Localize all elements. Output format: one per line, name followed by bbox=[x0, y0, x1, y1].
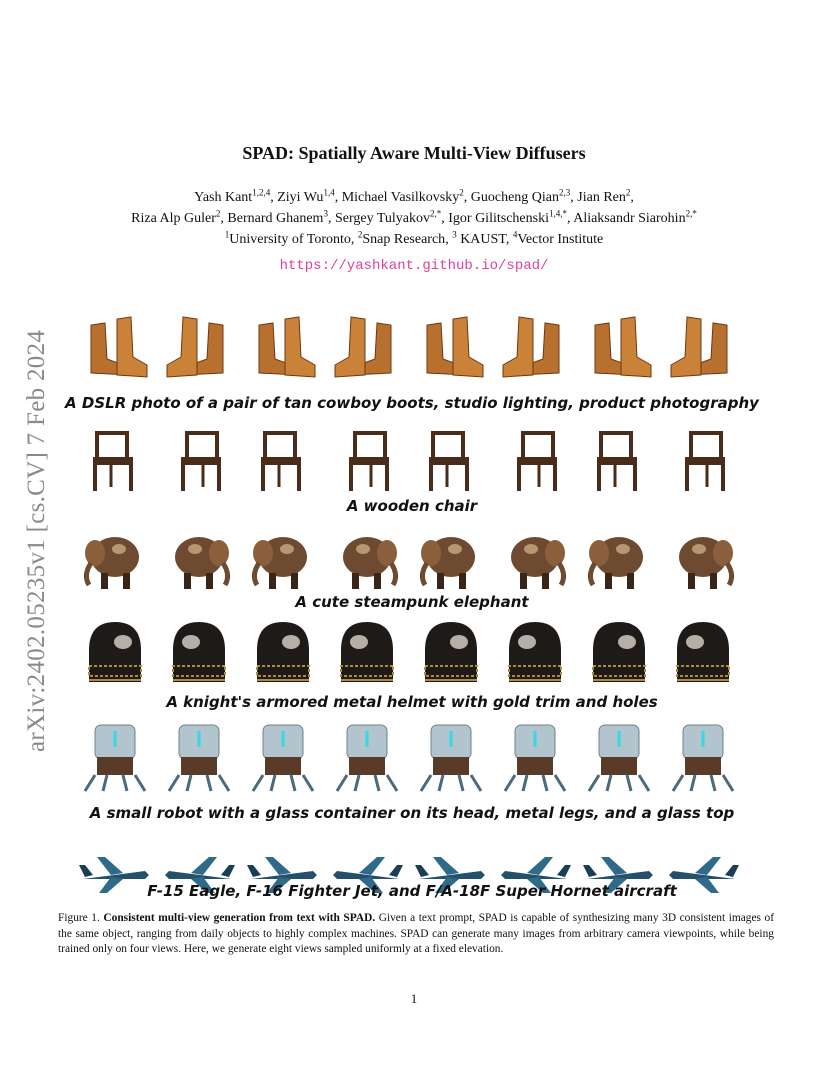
cowboy-boots-render bbox=[78, 312, 152, 394]
author-name: Guocheng Qian bbox=[470, 190, 560, 205]
wooden-chair-view-4 bbox=[330, 420, 404, 502]
steampunk-elephant-render bbox=[498, 520, 572, 602]
affiliation-name: KAUST bbox=[456, 232, 506, 247]
author-name: Igor Gilitschenski bbox=[448, 211, 549, 226]
steampunk-elephant-view-7 bbox=[582, 520, 656, 602]
steampunk-elephant-render bbox=[162, 520, 236, 602]
view-strip bbox=[78, 420, 750, 502]
author-name: Jian Ren bbox=[577, 190, 626, 205]
wooden-chair-view-1 bbox=[78, 420, 152, 502]
affiliations-line: $^1$University of Toronto, $^2$Snap Research, $^3$ KAUST, $^4$Vector Institute bbox=[224, 229, 604, 247]
row-prompt: A cute steampunk elephant bbox=[295, 593, 529, 611]
fighter-jet-view-1 bbox=[78, 834, 152, 916]
wooden-chair-render bbox=[330, 420, 404, 502]
fighter-jet-render bbox=[246, 834, 320, 916]
wooden-chair-render bbox=[414, 420, 488, 502]
cowboy-boots-view-1 bbox=[78, 312, 152, 394]
wooden-chair-render bbox=[78, 420, 152, 502]
knight-helmet-render bbox=[162, 617, 236, 699]
fighter-jet-view-8 bbox=[666, 834, 740, 916]
fighter-jet-render bbox=[582, 834, 656, 916]
author-affiliation-mark: 1,2,4 bbox=[252, 187, 271, 198]
affiliation-mark: 4 bbox=[512, 229, 518, 240]
glass-robot-view-4 bbox=[330, 720, 404, 802]
cowboy-boots-view-8 bbox=[666, 312, 740, 394]
knight-helmet-render bbox=[498, 617, 572, 699]
figure-row-knight-helmet bbox=[78, 617, 750, 699]
affiliation-mark: 1 bbox=[224, 229, 230, 240]
steampunk-elephant-render bbox=[582, 520, 656, 602]
knight-helmet-render bbox=[78, 617, 152, 699]
fighter-jet-view-6 bbox=[498, 834, 572, 916]
knight-helmet-view-5 bbox=[414, 617, 488, 699]
steampunk-elephant-view-8 bbox=[666, 520, 740, 602]
row-prompt: A wooden chair bbox=[346, 497, 478, 515]
page-number: 1 bbox=[410, 991, 418, 1006]
steampunk-elephant-render bbox=[414, 520, 488, 602]
glass-robot-view-5 bbox=[414, 720, 488, 802]
author-name: Yash Kant bbox=[194, 190, 253, 205]
cowboy-boots-render bbox=[414, 312, 488, 394]
author-affiliation-mark: 2 bbox=[459, 187, 464, 198]
knight-helmet-view-1 bbox=[78, 617, 152, 699]
wooden-chair-view-8 bbox=[666, 420, 740, 502]
fighter-jet-render bbox=[498, 834, 572, 916]
figure-caption bbox=[58, 911, 774, 958]
cowboy-boots-render bbox=[162, 312, 236, 394]
glass-robot-render bbox=[162, 720, 236, 802]
affiliation-name: Snap Research bbox=[362, 232, 446, 247]
wooden-chair-render bbox=[162, 420, 236, 502]
wooden-chair-view-6 bbox=[498, 420, 572, 502]
row-prompt: A knight's armored metal helmet with gold trim and holes bbox=[166, 693, 658, 711]
arxiv-identifier: arXiv:2402.05235v1 [cs.CV] 7 Feb 2024 bbox=[23, 329, 50, 752]
figure-row-cowboy-boots bbox=[78, 312, 750, 394]
glass-robot-view-7 bbox=[582, 720, 656, 802]
glass-robot-render bbox=[330, 720, 404, 802]
cowboy-boots-render bbox=[582, 312, 656, 394]
author-name: Riza Alp Guler bbox=[131, 211, 216, 226]
steampunk-elephant-view-6 bbox=[498, 520, 572, 602]
row-prompt: F-15 Eagle, F-16 Fighter Jet, and F/A-18F Super Hornet aircraft bbox=[147, 882, 677, 900]
cowboy-boots-view-2 bbox=[162, 312, 236, 394]
glass-robot-view-3 bbox=[246, 720, 320, 802]
glass-robot-render bbox=[582, 720, 656, 802]
knight-helmet-view-7 bbox=[582, 617, 656, 699]
cowboy-boots-view-3 bbox=[246, 312, 320, 394]
row-prompt: A small robot with a glass container on its head, metal legs, and a glass top bbox=[89, 804, 735, 822]
author-affiliation-mark: 1,4,* bbox=[548, 208, 567, 219]
fighter-jet-view-2 bbox=[162, 834, 236, 916]
view-strip bbox=[78, 834, 750, 916]
glass-robot-view-2 bbox=[162, 720, 236, 802]
view-strip bbox=[78, 312, 750, 394]
affiliation-name: University of Toronto bbox=[229, 232, 351, 247]
author-name: Aliaksandr Siarohin bbox=[573, 211, 686, 226]
wooden-chair-view-3 bbox=[246, 420, 320, 502]
steampunk-elephant-view-2 bbox=[162, 520, 236, 602]
glass-robot-view-1 bbox=[78, 720, 152, 802]
view-strip bbox=[78, 617, 750, 699]
knight-helmet-view-3 bbox=[246, 617, 320, 699]
author-affiliation-mark: 2 bbox=[625, 187, 631, 198]
glass-robot-render bbox=[246, 720, 320, 802]
fighter-jet-view-5 bbox=[414, 834, 488, 916]
fighter-jet-view-7 bbox=[582, 834, 656, 916]
authors-line-2: Riza Alp Guler$^2$, Bernard Ghanem$^3$, Sergey Tulyakov$^{2,*}$, Igor Gilitschenski$^{1,4,*}$, Aliaksandr Siarohin$^{2,*}$ bbox=[131, 208, 697, 226]
knight-helmet-render bbox=[330, 617, 404, 699]
affiliation-mark: 2 bbox=[357, 229, 363, 240]
fighter-jet-render bbox=[414, 834, 488, 916]
fighter-jet-render bbox=[666, 834, 740, 916]
knight-helmet-render bbox=[582, 617, 656, 699]
knight-helmet-render bbox=[666, 617, 740, 699]
cowboy-boots-view-7 bbox=[582, 312, 656, 394]
view-strip bbox=[78, 720, 750, 802]
paper-title: SPAD: Spatially Aware Multi-View Diffusers bbox=[242, 143, 586, 163]
cowboy-boots-view-6 bbox=[498, 312, 572, 394]
knight-helmet-view-2 bbox=[162, 617, 236, 699]
fighter-jet-view-4 bbox=[330, 834, 404, 916]
figure-row-wooden-chair bbox=[78, 420, 750, 502]
glass-robot-render bbox=[666, 720, 740, 802]
author-affiliation-mark: 3 bbox=[323, 208, 328, 219]
author-affiliation-mark: 2,3 bbox=[559, 187, 571, 198]
affiliation-mark: 3 bbox=[452, 229, 457, 240]
author-name: Sergey Tulyakov bbox=[334, 211, 430, 226]
steampunk-elephant-view-3 bbox=[246, 520, 320, 602]
wooden-chair-render bbox=[666, 420, 740, 502]
knight-helmet-view-8 bbox=[666, 617, 740, 699]
cowboy-boots-render bbox=[246, 312, 320, 394]
fighter-jet-view-3 bbox=[246, 834, 320, 916]
steampunk-elephant-view-4 bbox=[330, 520, 404, 602]
cowboy-boots-render bbox=[666, 312, 740, 394]
fighter-jet-render bbox=[162, 834, 236, 916]
project-url[interactable]: https://yashkant.github.io/spad/ bbox=[279, 258, 549, 274]
caption-bold: Consistent multi-view generation from text with SPAD. bbox=[103, 912, 376, 924]
steampunk-elephant-render bbox=[666, 520, 740, 602]
caption-text: Given a text prompt, SPAD is capable of synthesizing many 3D consistent images of the same object, ranging from daily objects to highly complex machines. SPAD can generate many images from arbitrary camera viewpoints, while being trained only on four views. Here, we generate eight views sampled uniformly at a fixed elevation. bbox=[58, 912, 775, 956]
row-prompt: A DSLR photo of a pair of tan cowboy boots, studio lighting, product photography bbox=[65, 394, 759, 412]
author-name: Ziyi Wu bbox=[277, 190, 324, 205]
glass-robot-render bbox=[78, 720, 152, 802]
wooden-chair-view-7 bbox=[582, 420, 656, 502]
glass-robot-render bbox=[498, 720, 572, 802]
wooden-chair-render bbox=[246, 420, 320, 502]
knight-helmet-view-6 bbox=[498, 617, 572, 699]
author-affiliation-mark: 1,4 bbox=[323, 187, 335, 198]
steampunk-elephant-view-5 bbox=[414, 520, 488, 602]
affiliation-name: Vector Institute bbox=[517, 232, 604, 247]
wooden-chair-render bbox=[582, 420, 656, 502]
wooden-chair-render bbox=[498, 420, 572, 502]
wooden-chair-view-2 bbox=[162, 420, 236, 502]
view-strip bbox=[78, 520, 750, 602]
wooden-chair-view-5 bbox=[414, 420, 488, 502]
fighter-jet-render bbox=[78, 834, 152, 916]
knight-helmet-render bbox=[246, 617, 320, 699]
glass-robot-render bbox=[414, 720, 488, 802]
steampunk-elephant-render bbox=[246, 520, 320, 602]
author-affiliation-mark: 2 bbox=[215, 208, 221, 219]
glass-robot-view-8 bbox=[666, 720, 740, 802]
glass-robot-view-6 bbox=[498, 720, 572, 802]
caption-label: Figure 1. bbox=[58, 912, 100, 924]
author-affiliation-mark: 2,* bbox=[685, 208, 697, 219]
figure-row-steampunk-elephant bbox=[78, 520, 750, 602]
figure-row-glass-robot bbox=[78, 720, 750, 802]
cowboy-boots-view-5 bbox=[414, 312, 488, 394]
knight-helmet-render bbox=[414, 617, 488, 699]
knight-helmet-view-4 bbox=[330, 617, 404, 699]
author-affiliation-mark: 2,* bbox=[430, 208, 442, 219]
figure-row-fighter-jet bbox=[78, 834, 750, 916]
steampunk-elephant-view-1 bbox=[78, 520, 152, 602]
author-block bbox=[40, 187, 788, 250]
author-name: Bernard Ghanem bbox=[227, 211, 324, 226]
author-name: Michael Vasilkovsky bbox=[341, 190, 460, 205]
fighter-jet-render bbox=[330, 834, 404, 916]
steampunk-elephant-render bbox=[330, 520, 404, 602]
cowboy-boots-render bbox=[330, 312, 404, 394]
cowboy-boots-render bbox=[498, 312, 572, 394]
authors-line-1: Yash Kant$^{1,2,4}$, Ziyi Wu$^{1,4}$, Michael Vasilkovsky$^2$, Guocheng Qian$^{2,3}$, Jian Ren$^2$, bbox=[194, 187, 634, 205]
steampunk-elephant-render bbox=[78, 520, 152, 602]
cowboy-boots-view-4 bbox=[330, 312, 404, 394]
